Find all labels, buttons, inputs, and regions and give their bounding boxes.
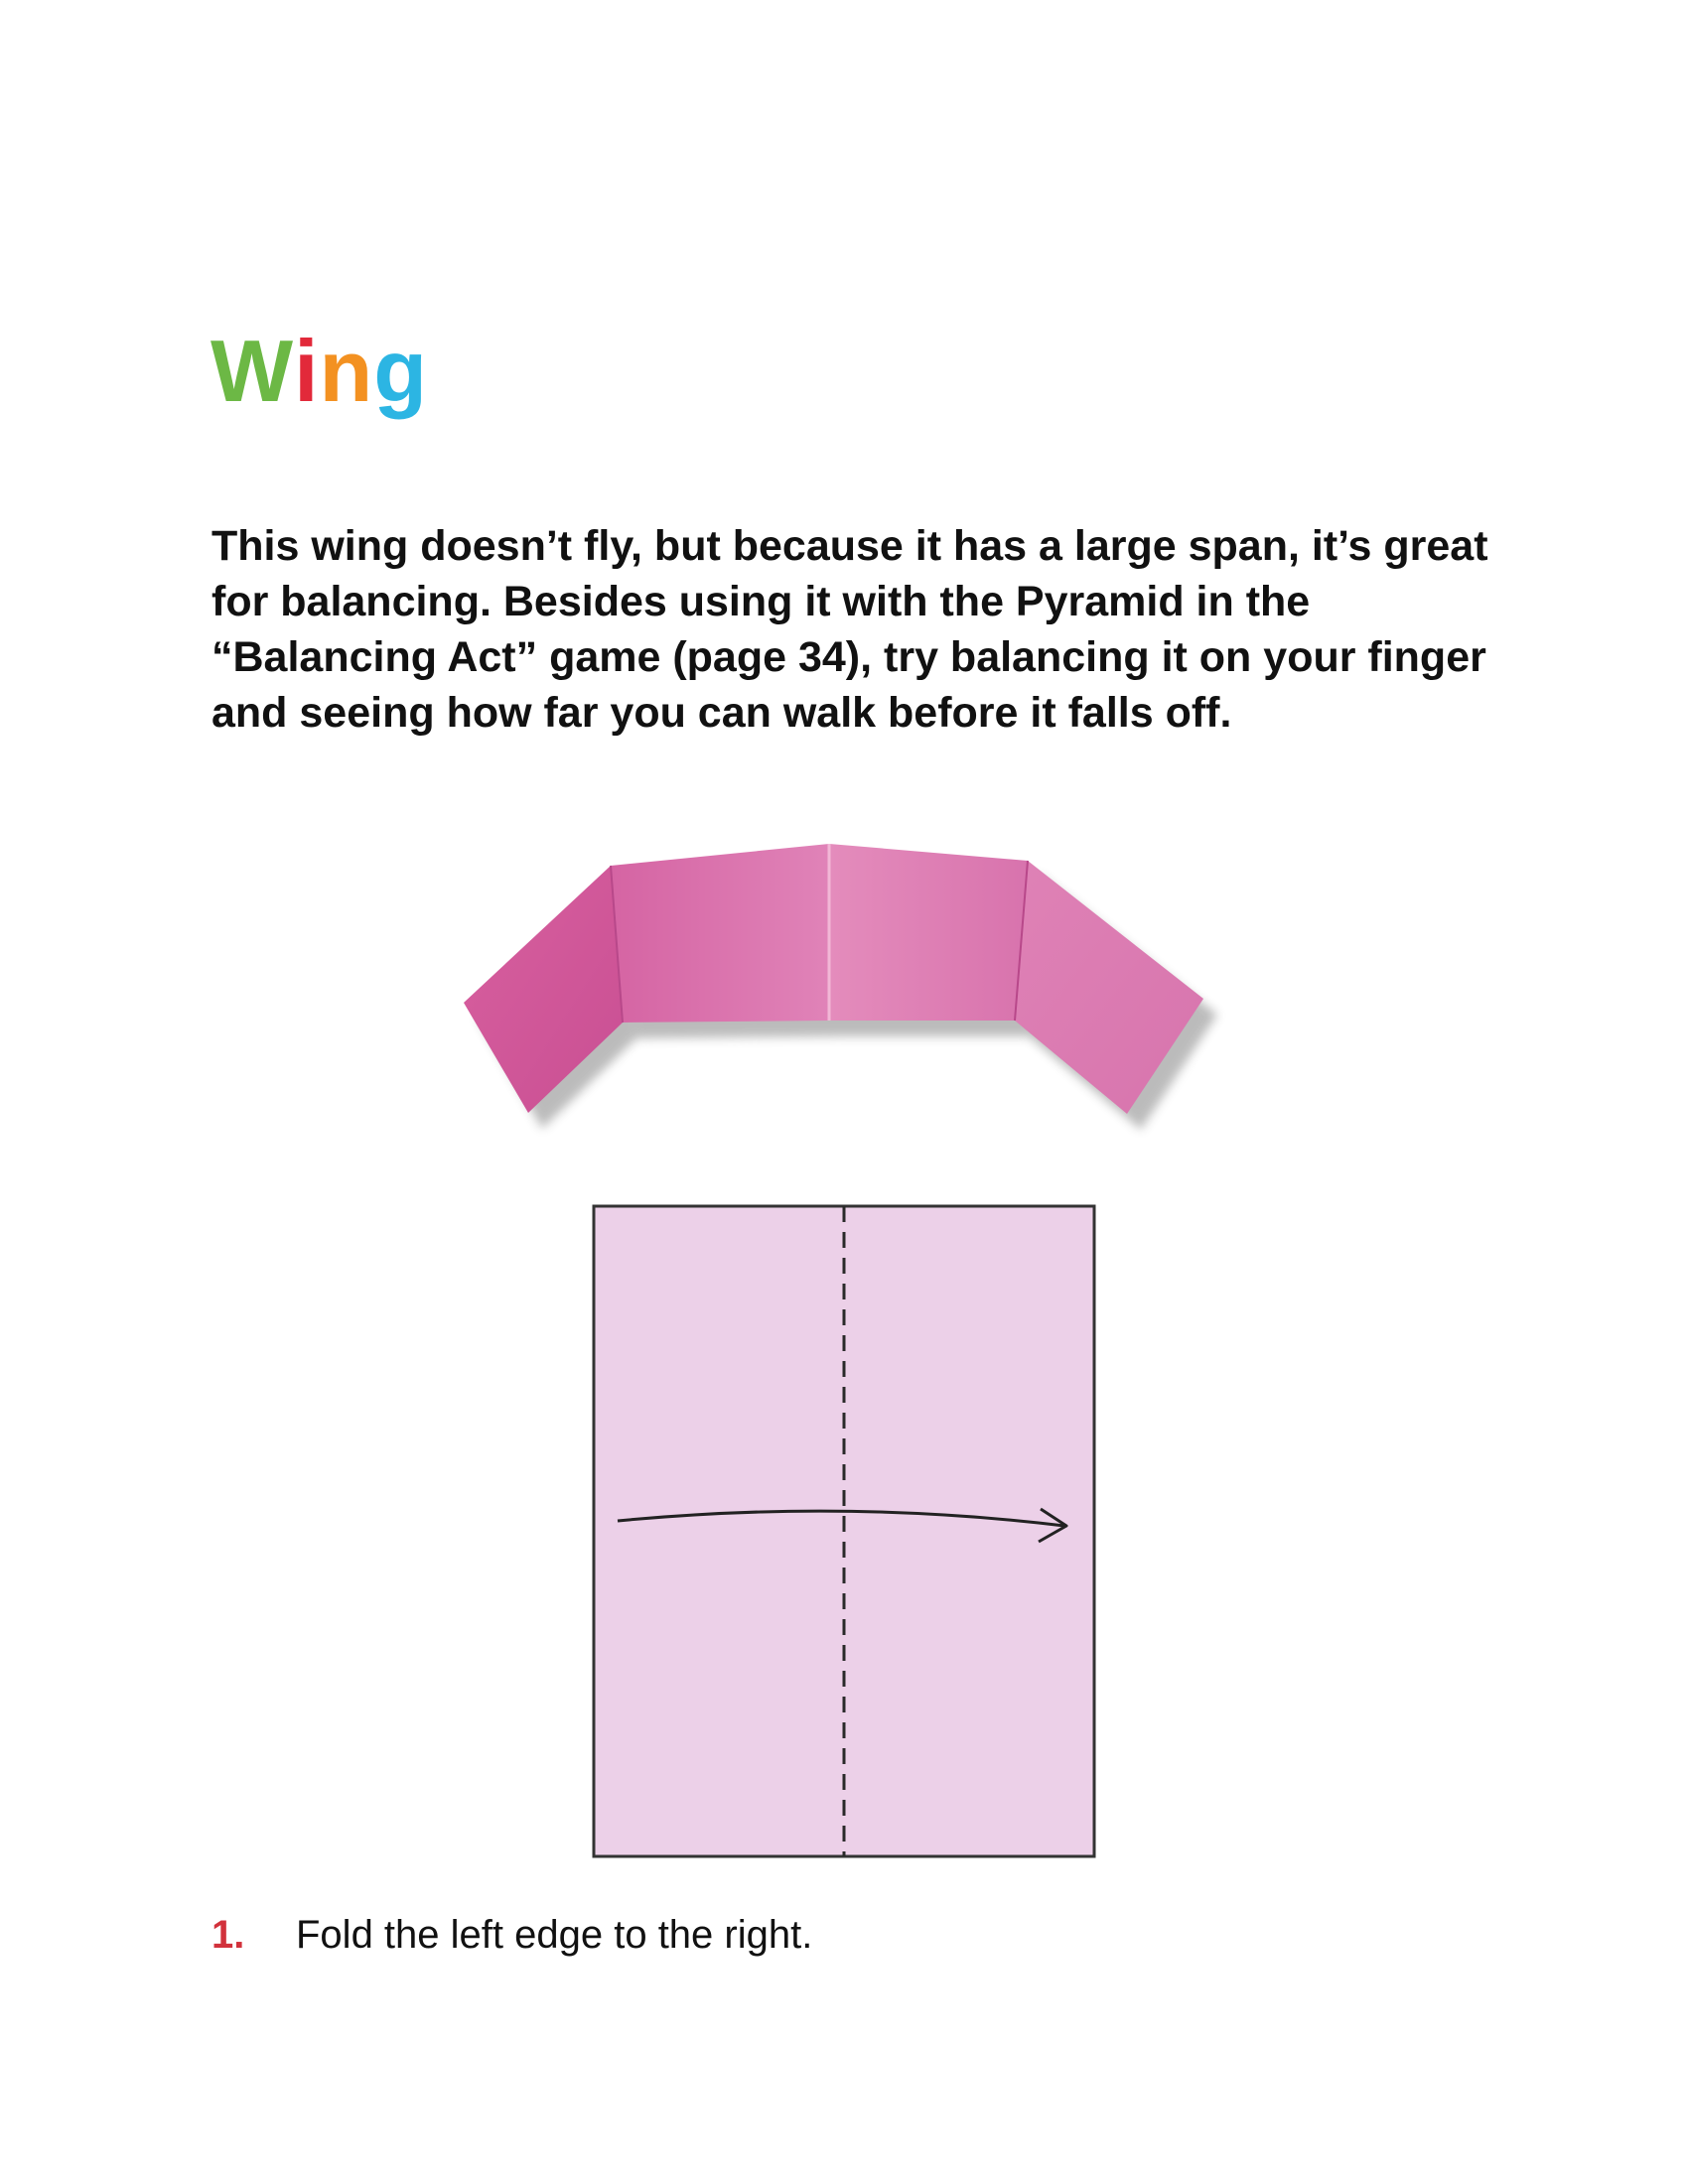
folded-wing-photo: [452, 829, 1236, 1166]
wing-left-panel: [464, 866, 623, 1113]
title-letter: W: [211, 322, 295, 420]
title-letter: n: [319, 322, 374, 420]
wing-center-left-panel: [611, 844, 829, 1023]
step-1: [211, 1911, 812, 1959]
fold-diagram: [586, 1201, 1102, 1866]
title-letter: i: [294, 322, 320, 420]
wing-center-right-panel: [829, 844, 1028, 1021]
intro-paragraph: This wing doesn’t fly, but because it has a large span, it’s great for balancing. Besides using it with the Pyramid in the “Balancing Act” game (page 34), try balancing it on your finger and seeing how far you can walk before it falls off.: [211, 522, 1488, 737]
title-letter: g: [373, 322, 429, 420]
step-instruction: Fold the left edge to the right.: [296, 1913, 813, 1957]
step-number: 1.: [211, 1913, 245, 1957]
page-title: [211, 322, 429, 420]
